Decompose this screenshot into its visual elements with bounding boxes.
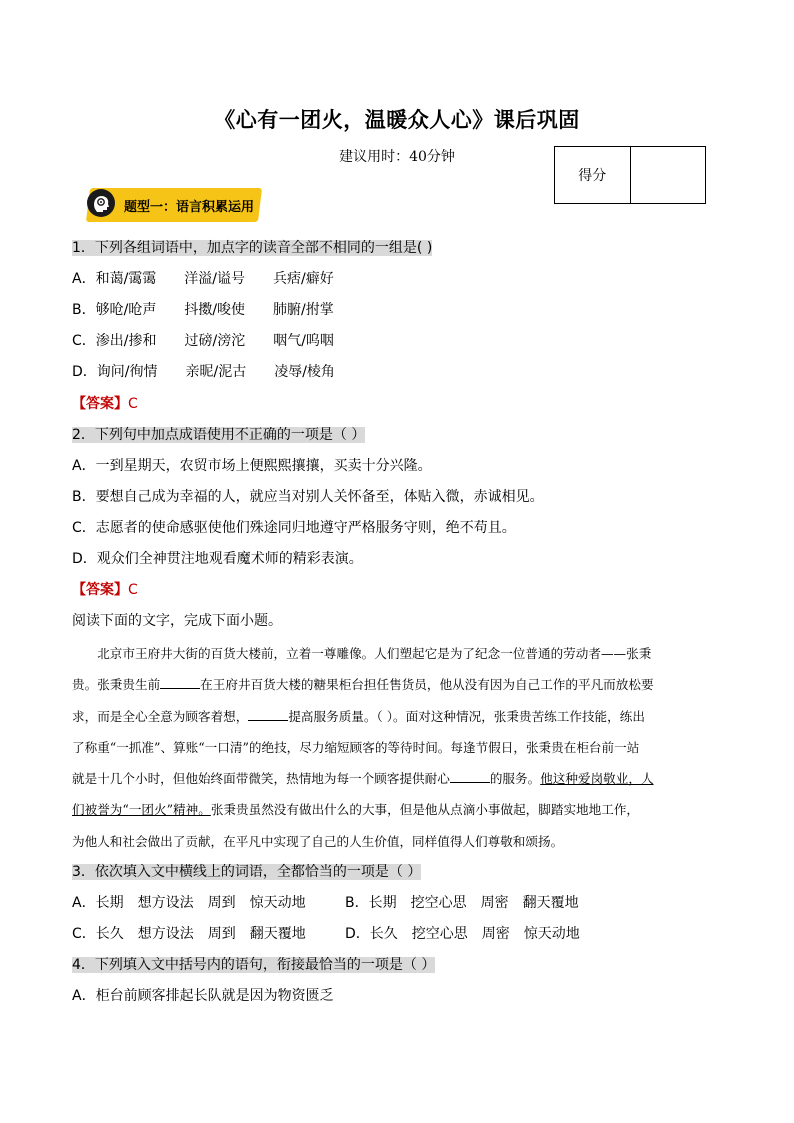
passage-line-5	[72, 763, 722, 794]
reading-passage	[72, 638, 722, 857]
score-label: 得分	[555, 147, 631, 204]
reading-intro: 阅读下面的文字，完成下面小题。	[72, 613, 282, 629]
q2-option-c: C．志愿者的使命感驱使他们殊途同归地遵守严格服务守则，绝不苟且。	[72, 520, 516, 536]
q2-answer-label: 【答案】	[72, 582, 128, 598]
q2-option-b: B．要想自己成为幸福的人，就应当对别人关怀备至，体贴入微，赤诚相见。	[72, 489, 544, 505]
q2-option-d: D．观众们全神贯注地观看魔术师的精彩表演。	[72, 551, 363, 567]
passage-line-3	[72, 701, 722, 732]
section-banner-label: 题型一：语言积累运用	[124, 200, 255, 215]
q1-option-a: A．和蔼/霭霭 洋溢/谥号 兵痞/癖好	[72, 271, 334, 287]
q3-stem-text: 3．依次填入文中横线上的词语，全都恰当的一项是（ ）	[72, 864, 422, 880]
q2-answer	[72, 580, 138, 600]
section-banner	[82, 184, 272, 230]
score-box	[554, 146, 706, 204]
page-title: 《心有一团火，温暖众人心》课后巩固	[214, 107, 580, 132]
q1-option-c: C．渗出/掺和 过磅/滂沱 咽气/呜咽	[72, 333, 334, 349]
fill-blank-1	[160, 674, 200, 689]
passage-text: 就是十几个小时，但他始终面带微笑，热情地为每一个顾客提供耐心	[72, 771, 450, 787]
passage-line-2	[72, 669, 722, 700]
q2-option-a: A．一到星期天，农贸市场上便熙熙攘攘，买卖十分兴隆。	[72, 458, 432, 474]
passage-text: 的服务。	[489, 771, 541, 787]
passage-text: 在王府井百货大楼的糖果柜台担任售货员，他从没有因为自己工作的平凡而放松要	[200, 677, 654, 693]
passage-line-6	[72, 794, 722, 825]
q4-option-a: A．柜台前顾客排起长队就是因为物资匮乏	[72, 988, 334, 1004]
suggested-time: 建议用时：40分钟	[339, 149, 455, 165]
head-brain-icon	[86, 188, 116, 218]
q3-option-a: A．长期 想方设法 周到 惊天动地	[72, 895, 306, 911]
q1-answer	[72, 394, 138, 414]
q3-stem	[72, 862, 421, 882]
underlined-sentence: 他这种爱岗敬业，人	[540, 771, 654, 787]
q2-stem-text: 2．下列句中加点成语使用不正确的一项是（ ）	[72, 427, 366, 443]
passage-line-7: 为他人和社会做出了贡献，在平凡中实现了自己的人生价值，同样值得人们尊敬和颂扬。	[72, 833, 564, 849]
q1-answer-value: C	[128, 396, 138, 412]
score-value-cell	[630, 147, 706, 204]
passage-text: 提高服务质量。（ ）。面对这种情况，张秉贵苦练工作技能，练出	[288, 708, 645, 724]
passage-text: 张秉贵虽然没有做出什么的大事，但是他从点滴小事做起，脚踏实地地工作，	[210, 802, 640, 818]
q3-option-b: B．长期 挖空心思 周密 翻天覆地	[345, 895, 579, 911]
q4-stem-text: 4．下列填入文中括号内的语句，衔接最恰当的一项是（ ）	[72, 957, 436, 973]
fill-blank-3	[450, 768, 490, 783]
passage-text: 求，而是全心全意为顾客着想，	[72, 708, 249, 724]
q4-stem	[72, 955, 435, 975]
q3-option-d: D．长久 挖空心思 周密 惊天动地	[345, 926, 580, 942]
q1-stem-text: 1．下列各组词语中，加点字的读音全部不相同的一组是( )	[72, 240, 433, 256]
underlined-sentence: 们被誉为“一团火”精神。	[72, 802, 211, 818]
passage-line-4: 了称重“一抓准”、算账“一口清”的绝技，尽力缩短顾客的等待时间。每逢节假日，张秉贵在柜台前一站	[72, 739, 640, 755]
q1-option-d: D．询问/徇情 亲昵/泥古 凌辱/棱角	[72, 364, 335, 380]
passage-line-1: 北京市王府井大街的百货大楼前，立着一尊雕像。人们塑起它是为了纪念一位普通的劳动者——张秉	[97, 646, 652, 661]
q1-stem	[72, 238, 432, 258]
q1-answer-label: 【答案】	[72, 396, 128, 412]
q2-stem	[72, 425, 365, 445]
fill-blank-2	[248, 706, 288, 721]
q3-option-c: C．长久 想方设法 周到 翻天覆地	[72, 926, 306, 942]
passage-text: 贵。张秉贵生前	[72, 677, 161, 693]
q1-option-b: B．够呛/呛声 抖擞/唆使 肺腑/拊掌	[72, 302, 334, 318]
q2-answer-value: C	[128, 582, 138, 598]
